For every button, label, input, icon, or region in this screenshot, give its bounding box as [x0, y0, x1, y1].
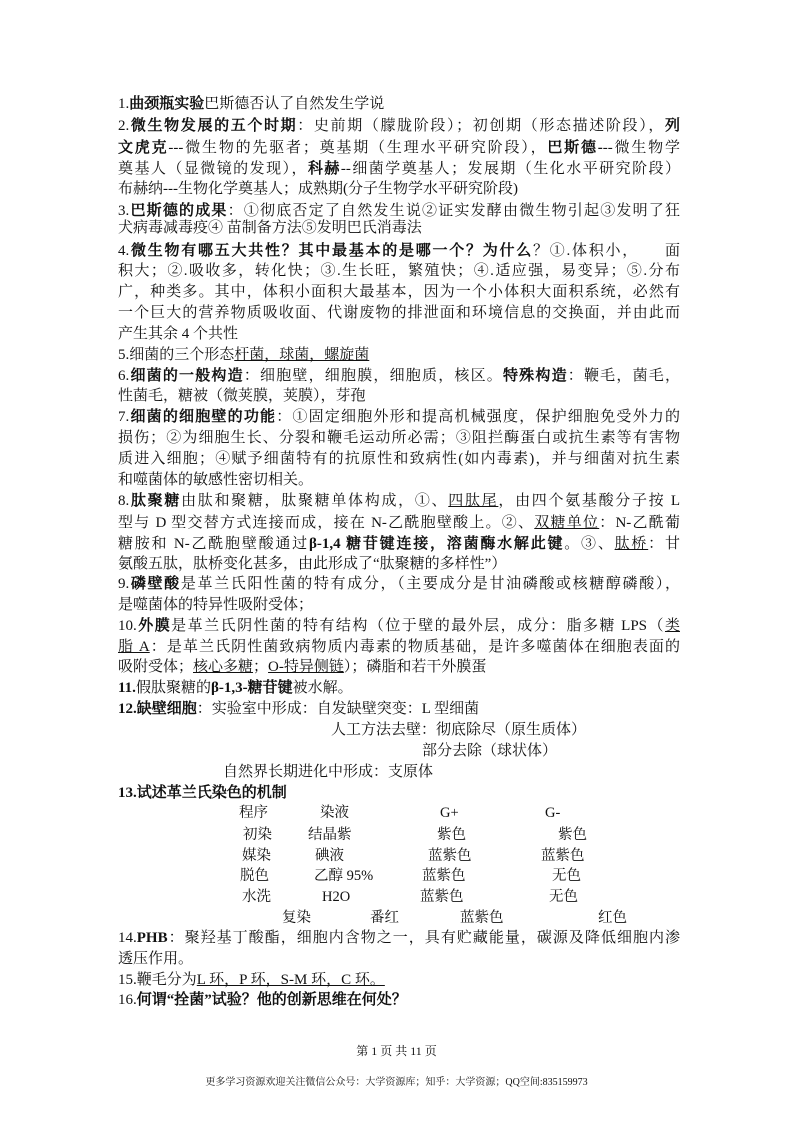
text-line — [118, 345, 369, 366]
underlined-text: 类 — [664, 618, 680, 634]
bold-text: 细菌的细胞壁的功能 — [129, 409, 277, 425]
table-cell: 蓝紫色 — [541, 848, 585, 864]
bold-text: 外膜 — [136, 618, 172, 634]
table-header-cell: 染液 — [320, 805, 349, 821]
text-segment: ； — [253, 659, 269, 675]
bold-text: 微生物发展的五个时期 — [129, 118, 298, 134]
text-line — [118, 554, 506, 575]
table-cell: 蓝紫色 — [428, 848, 472, 864]
text-segment: 巴斯德否认了自然发生学说 — [204, 96, 385, 112]
text-line — [331, 720, 586, 741]
table-header-cell: 程序 — [239, 805, 268, 821]
bold-text: PHB — [136, 930, 168, 946]
bold-text: 列 — [664, 118, 680, 134]
text-segment: 自然界长期进化中形成：支原体 — [223, 764, 434, 780]
underlined-text: 肽桥 — [614, 536, 649, 552]
text-segment: 和噬菌体的敏感性密切相关。 — [118, 472, 314, 488]
text-line — [118, 990, 407, 1011]
bold-text: 肽聚糖 — [129, 493, 182, 509]
text-segment: 人工方法去壁：彻底除尽（原生质体） — [331, 722, 587, 738]
text-line — [422, 741, 557, 762]
table-cell: 初染 — [243, 827, 272, 843]
bold-text: 微生物有哪五大共性？其中最基本的是哪一个？为什么 — [129, 243, 533, 259]
underlined-text: L 环，P 环，S-M 环，C 环。 — [196, 972, 385, 988]
text-line — [118, 241, 680, 262]
text-segment: 15.鞭毛分为 — [118, 972, 197, 988]
text-segment: 是革兰氏阳性菌的特有成分，（主要成分是甘油磷酸或核糖醇磷酸）， — [180, 576, 680, 592]
table-cell: 水洗 — [242, 889, 271, 905]
table-cell: 蓝紫色 — [460, 910, 504, 926]
text-segment: ：史前期（朦胧阶段）；初创期（形态描述阶段）， — [297, 118, 665, 134]
text-line — [118, 470, 313, 491]
text-line — [223, 762, 433, 783]
underlined-text: 四肽尾 — [448, 493, 499, 509]
text-segment: 由肽和聚糖，肽聚糖单体构成，①、 — [181, 493, 449, 509]
text-line — [118, 970, 385, 991]
text-line — [118, 783, 287, 804]
text-line — [118, 449, 680, 470]
table-cell: 媒染 — [242, 848, 271, 864]
table-cell: 紫色 — [558, 827, 587, 843]
text-segment: 9. — [118, 576, 130, 592]
bold-text: 细菌的一般构造 — [129, 368, 244, 384]
table-cell: H2O — [322, 889, 351, 905]
text-segment: 部分去除（球状体） — [422, 743, 558, 759]
text-line — [118, 949, 193, 970]
text-line — [118, 94, 384, 115]
text-segment: 型与 D 型交替方式连接而成，接在 N-乙酰胞壁酸上。②、 — [118, 515, 535, 531]
bold-text: 科赫 — [307, 161, 341, 177]
text-line — [118, 574, 680, 595]
table-cell: 无色 — [549, 889, 578, 905]
text-line — [118, 386, 366, 407]
text-line — [118, 637, 680, 658]
text-segment: 氨酸五肽，肽桥变化甚多，由此形成了“肽聚糖的多样性”） — [118, 556, 507, 572]
text-segment: 犬病毒减毒疫④ 苗制备方法⑤发明巴氏消毒法 — [118, 220, 422, 236]
text-segment: ，由四个氨基酸分子按 L — [498, 493, 680, 509]
text-line — [118, 616, 680, 637]
text-segment: 奠基人（显微镜的发现）， — [118, 161, 308, 177]
table-cell: 紫色 — [437, 827, 466, 843]
text-segment: ---微生物的先驱者；奠基期（生理水平研究阶段）， — [168, 140, 548, 156]
text-segment: ）；磷脂和若干外膜蛋 — [343, 659, 487, 675]
text-segment: 广，种类多。其中，体积小面积大最基本，因为一个小体积大面积系统，必然有 — [118, 284, 680, 300]
text-segment: ：①固定细胞外形和提高机械强度，保护细胞免受外力的 — [276, 409, 680, 425]
text-segment: ：实验室中形成：自发缺壁突变：L 型细菌 — [196, 701, 480, 717]
table-cell: 乙醇 95% — [314, 868, 374, 884]
bold-text: 巴斯德- — [547, 140, 603, 156]
table-cell: 番红 — [370, 910, 399, 926]
bold-text: 特殊构造 — [502, 368, 568, 384]
text-segment: 积大；②.吸收多，转化快；③.生长旺，繁殖快；④.适应强，易变异；⑤.分布 — [118, 263, 680, 279]
text-segment: ：甘 — [648, 536, 680, 552]
table-cell: 碘液 — [315, 848, 344, 864]
text-segment: 4. — [118, 243, 130, 259]
text-line — [118, 179, 518, 200]
text-segment: 1. — [118, 96, 130, 112]
text-line — [118, 657, 486, 678]
text-line — [118, 324, 238, 345]
text-line — [118, 699, 479, 720]
table-cell: 脱色 — [240, 868, 269, 884]
text-segment: 7. — [118, 409, 130, 425]
bold-text: 13.试述革兰氏染色的机制 — [118, 785, 287, 801]
text-segment: ？①.体积小， 面 — [532, 243, 680, 259]
bold-text: 12.缺壁细胞 — [118, 701, 197, 717]
table-cell: 结晶紫 — [308, 827, 352, 843]
text-segment: 损伤；②为细胞生长、分裂和鞭毛运动所必需；③阻拦酶蛋白或抗生素等有害物 — [118, 430, 680, 446]
text-line — [118, 116, 680, 137]
text-line — [118, 261, 680, 282]
text-line — [118, 366, 680, 387]
table-cell: 复染 — [282, 910, 311, 926]
text-line — [118, 138, 680, 159]
text-segment: 10. — [118, 618, 137, 634]
underlined-text: 杆菌，球菌，螺旋菌 — [234, 347, 370, 363]
table-cell: 蓝紫色 — [422, 868, 466, 884]
text-line — [118, 282, 680, 303]
text-line — [118, 928, 680, 949]
text-segment: ：N-乙酰葡 — [599, 515, 680, 531]
text-segment: ：①彻底否定了自然发生说②证实发酵由微生物引起③发明了狂 — [227, 203, 680, 219]
text-segment: 布赫纳---生物化学奠基人；成熟期(分子生物学水平研究阶段) — [118, 181, 518, 197]
text-segment: --微生物学 — [602, 140, 680, 156]
text-segment: 2. — [118, 118, 130, 134]
bold-text: 巴斯德的成果 — [129, 203, 228, 219]
text-line — [118, 513, 680, 534]
text-line — [118, 407, 680, 428]
text-line — [118, 678, 353, 699]
text-line — [118, 218, 422, 239]
text-segment: 假肽聚糖的 — [135, 680, 211, 696]
bold-text: 文虎克 — [118, 140, 169, 156]
text-segment: 14. — [118, 930, 137, 946]
underlined-text: O-特异侧链 — [268, 659, 344, 675]
text-segment: 一个巨大的营养物质吸收面、代谢废物的排泄面和环境信息的交换面，并由此而 — [118, 305, 680, 321]
text-segment: 糖胺和 N-乙酰胞壁酸通过 — [118, 536, 309, 552]
text-segment: 是噬菌体的特异性吸附受体； — [118, 597, 314, 613]
table-cell: 蓝紫色 — [420, 889, 464, 905]
text-segment: 3. — [118, 203, 130, 219]
text-segment: 。③、 — [564, 536, 615, 552]
bold-text: 磷壁酸 — [129, 576, 181, 592]
underlined-text: 脂 A — [118, 639, 150, 655]
bold-text: 11. — [118, 680, 136, 696]
text-segment: 透压作用。 — [118, 951, 194, 967]
text-segment: 16. — [118, 992, 137, 1008]
text-segment: 质进入细胞；④赋予细菌特有的抗原性和致病性(如内毒素)，并与细菌对抗生素 — [118, 451, 680, 467]
text-line — [118, 534, 680, 555]
text-line — [118, 595, 313, 616]
text-segment: 是革兰氏阴性菌的特有结构（位于壁的最外层，成分：脂多糖 LPS（ — [171, 618, 665, 634]
bold-text: β-1,4 糖苷键连接，溶菌酶水解此键 — [308, 536, 565, 552]
text-segment: 8. — [118, 493, 130, 509]
text-segment: 吸附受体； — [118, 659, 194, 675]
table-cell: 红色 — [598, 910, 627, 926]
text-segment: 性菌毛，糖被（微荚膜，荚膜），芽孢 — [118, 388, 366, 404]
table-cell: 无色 — [552, 868, 581, 884]
footer-note: 更多学习资源欢迎关注微信公众号：大学资源库；知乎：大学资源；QQ空间:835159973 — [205, 1077, 588, 1088]
text-line — [118, 303, 680, 324]
text-segment: 产生其余 4 个共性 — [118, 326, 239, 342]
bold-text: 何谓“拴菌”试验？他的创新思维在何处？ — [136, 992, 407, 1008]
text-segment: ：是革兰氏阴性菌致病物质内毒素的物质基础，是许多噬菌体在细胞表面的 — [149, 639, 680, 655]
text-segment: --细菌学奠基人；发展期（生化水平研究阶段） — [340, 161, 680, 177]
text-line — [118, 491, 680, 512]
bold-text: β-1,3-糖苷键 — [210, 680, 293, 696]
text-segment: 5.细菌的三个形态 — [118, 347, 235, 363]
text-line — [118, 428, 680, 449]
text-segment: ：聚羟基丁酸酯，细胞内含物之一，具有贮藏能量，碳源及降低细胞内渗 — [167, 930, 680, 946]
text-segment: ：鞭毛，菌毛， — [567, 368, 680, 384]
table-header-cell: G+ — [440, 805, 459, 821]
text-segment: 被水解。 — [292, 680, 353, 696]
underlined-text: 双糖单位 — [534, 515, 600, 531]
underlined-text: 核心多糖 — [193, 659, 254, 675]
text-segment: 6. — [118, 368, 130, 384]
table-header-cell: G- — [545, 805, 561, 821]
bold-text: 曲颈瓶实验 — [129, 96, 205, 112]
text-line — [118, 159, 680, 180]
text-segment: ：细胞壁，细胞膜，细胞质，核区。 — [243, 368, 503, 384]
page-number: 第 1 页 共 11 页 — [356, 1044, 437, 1058]
